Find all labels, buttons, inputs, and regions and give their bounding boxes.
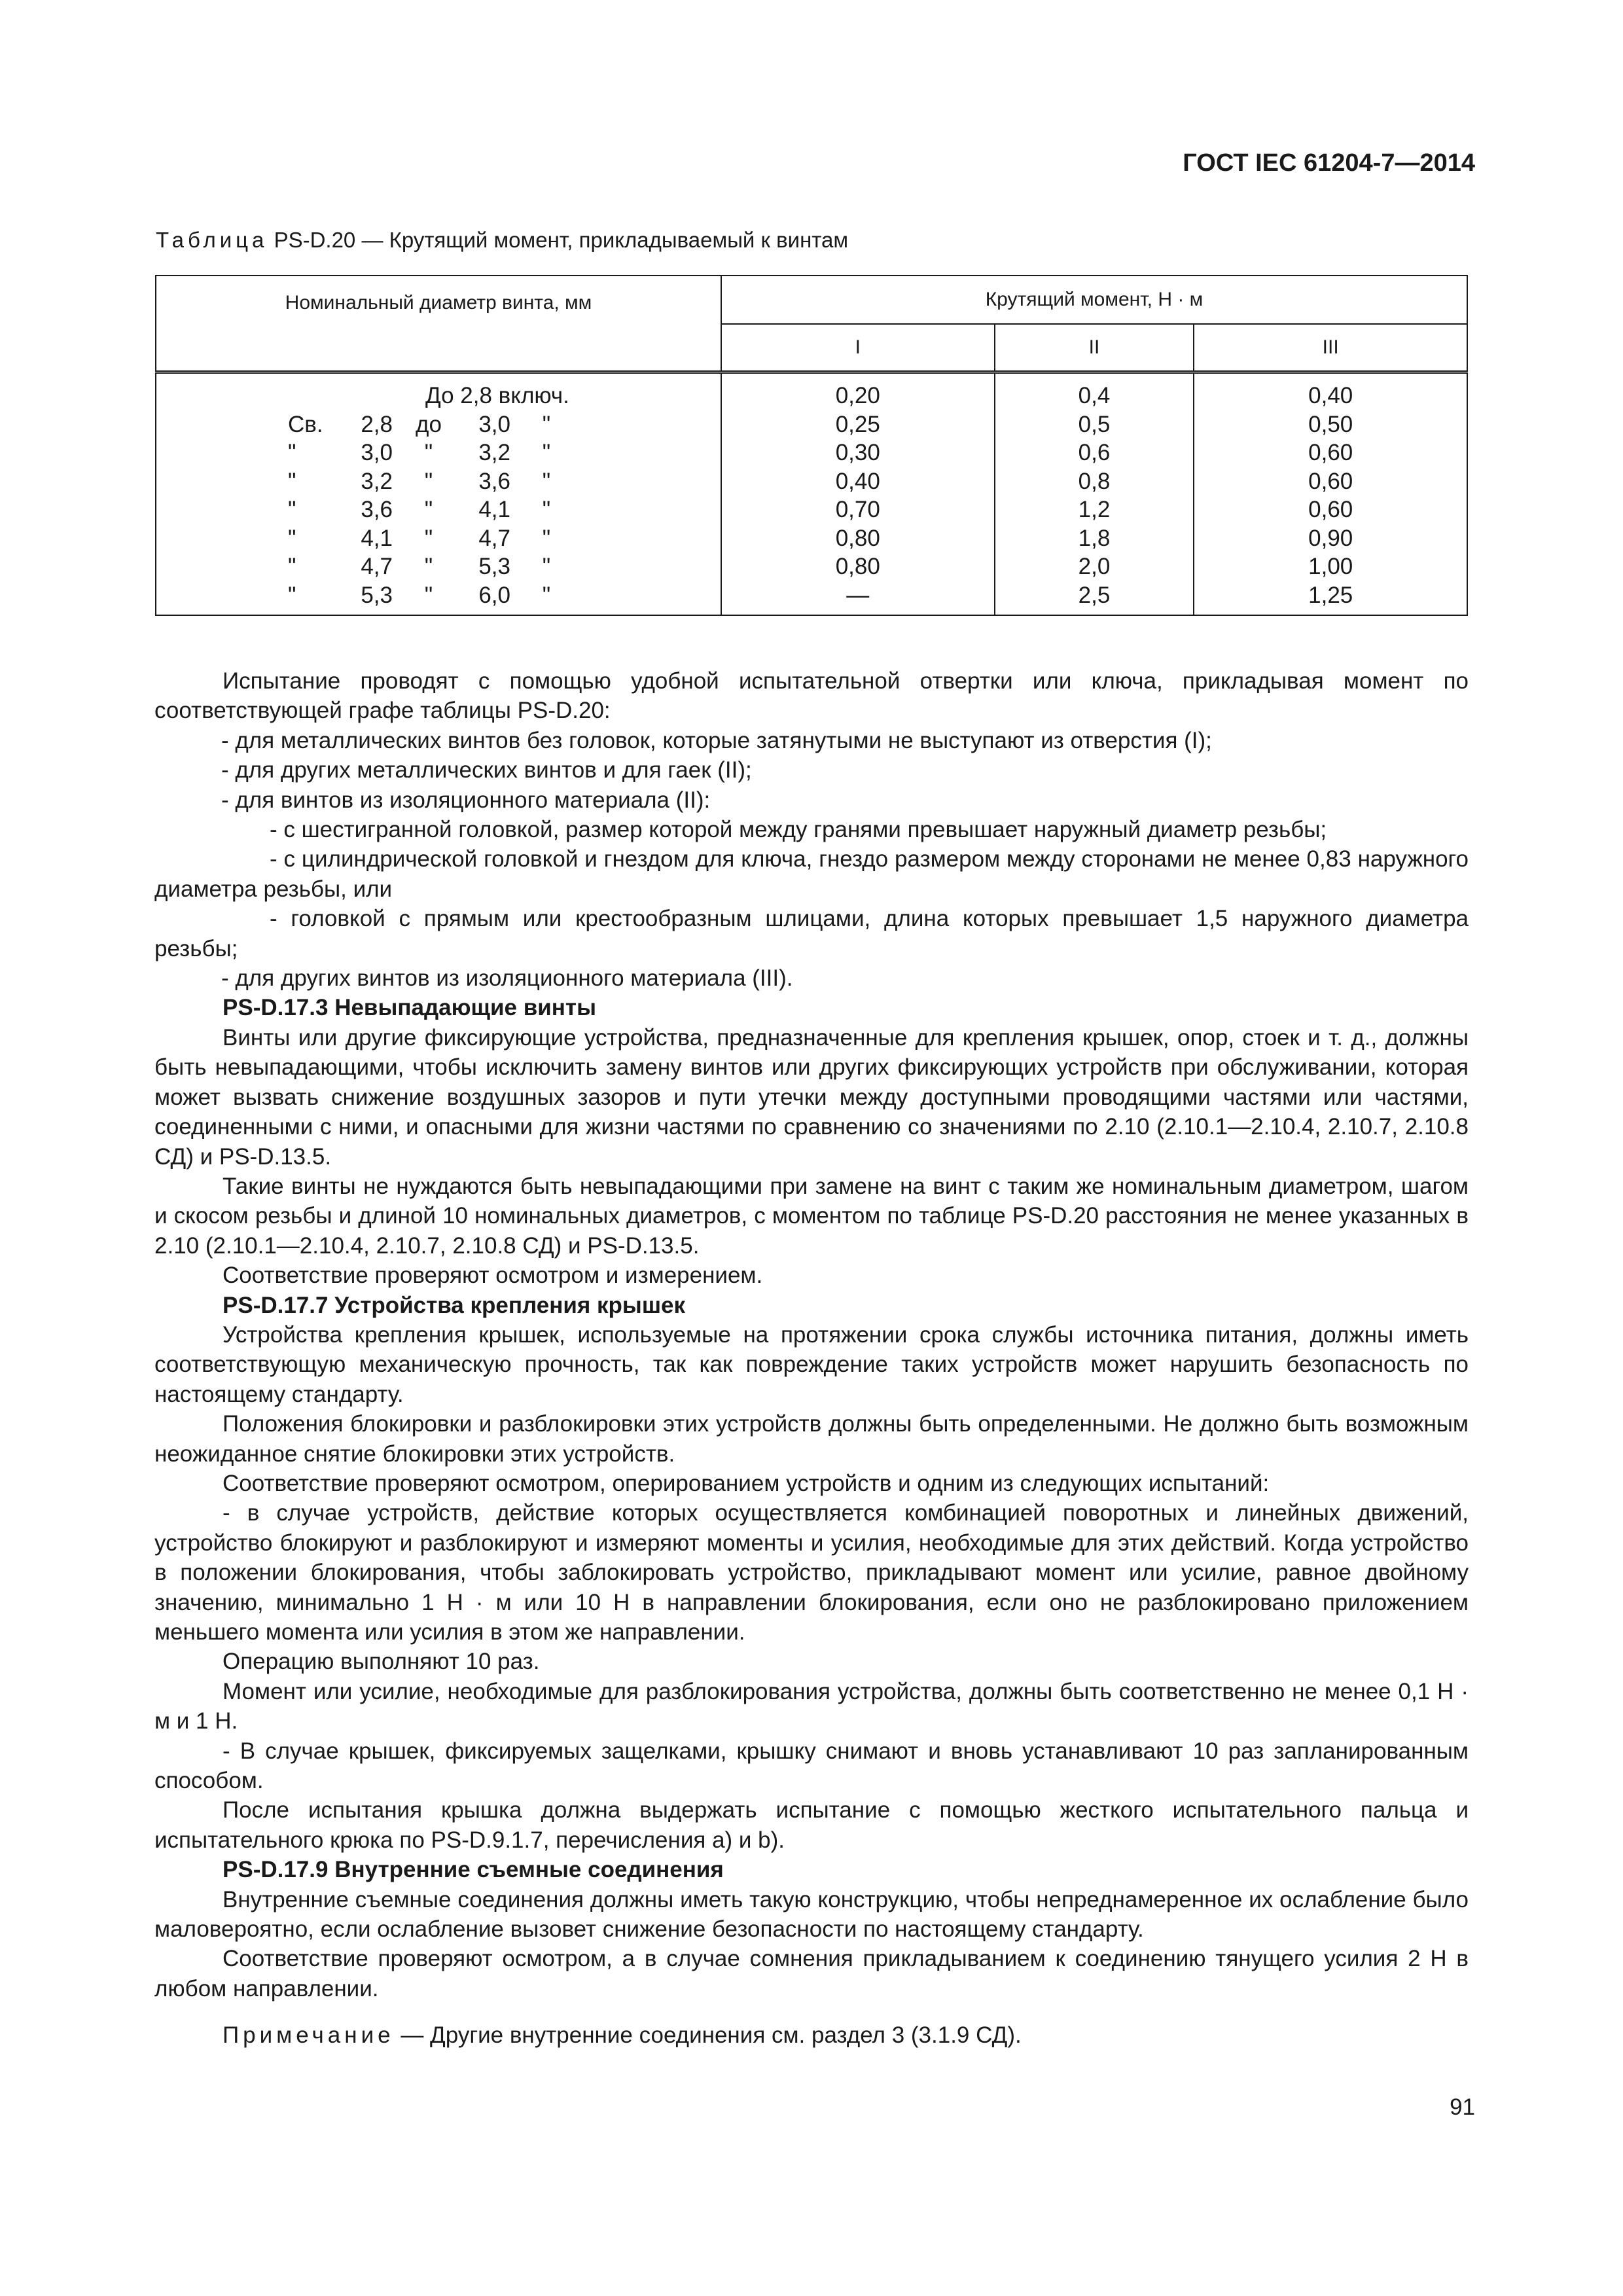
table-cell: 0,80	[835, 554, 880, 579]
paragraph: Положения блокировки и разблокировки этих устройств должны быть определенными. Не должно быть возможным неожиданное снятие блокировки этих устройств.	[154, 1411, 1469, 1467]
range-to: 3,2	[478, 440, 510, 465]
table-row	[288, 410, 582, 439]
header-col-ii: II	[995, 324, 1194, 372]
col-ii-values	[995, 372, 1194, 616]
table-row	[288, 439, 582, 467]
header-col-i: I	[721, 324, 995, 372]
table-cell: —	[846, 582, 870, 608]
paragraph: Устройства крепления крышек, используемые на протяжении срока службы источника питания, должны иметь соответствующую механическую прочность, так как повреждение таких устройств может нарушить безопасность по настоящему стандарту.	[154, 1321, 1469, 1407]
range-to: 5,3	[478, 554, 510, 579]
table-cell: 1,2	[1078, 497, 1111, 522]
section-heading: PS-D.17.3 Невыпадающие винты	[223, 995, 596, 1021]
header-torque: Крутящий момент, Н · м	[721, 276, 1467, 324]
list-item: - для металлических винтов без головок, которые затянутыми не выступают из отверстия (I);	[221, 727, 1212, 753]
sub-list-item: - с цилиндрической головкой и гнездом для ключа, гнездо размером между сторонами не менее 0,83 наружного диаметра резьбы, или	[154, 846, 1469, 902]
table-cell: 0,30	[835, 440, 880, 465]
diameter-ranges	[288, 410, 582, 610]
paragraph: Операцию выполняют 10 раз.	[223, 1649, 540, 1675]
range-to: 4,1	[478, 497, 510, 522]
section-heading: PS-D.17.9 Внутренние съемные соединения	[223, 1857, 724, 1883]
range-prefix: "	[288, 582, 296, 608]
table-cell: 0,60	[1308, 468, 1353, 494]
table-cell: 0,5	[1078, 411, 1111, 437]
note	[154, 2020, 1469, 2050]
table-cell: 0,20	[835, 383, 880, 408]
table-cell: 0,70	[835, 497, 880, 522]
range-from: 5,3	[361, 582, 393, 608]
list-item: - для других металлических винтов и для гаек (II);	[221, 757, 752, 783]
range-word: "	[424, 554, 433, 579]
range-from: 4,7	[361, 554, 393, 579]
paragraph: Винты или другие фиксирующие устройства, предназначенные для крепления крышек, опор, стоек и т. д., должны быть невыпадающими, чтобы исключить замену винтов или других фиксирующих устройств при обслуживании, которая может вызвать снижение воздушных зазоров и пути утечки между доступными проводящими частями или частями, соединенными с ними, и опасными для жизни частями по сравнению со значениями по 2.10 (2.10.1—2.10.4, 2.10.7, 2.10.8 СД) и PS-D.13.5.	[154, 1024, 1469, 1170]
range-word: "	[424, 440, 433, 465]
paragraph: Соответствие проверяют осмотром, а в случае сомнения прикладыванием к соединению тянущего усилия 2 Н в любом направлении.	[154, 1946, 1469, 2001]
range-prefix: "	[288, 440, 296, 465]
table-cell: 0,60	[1308, 497, 1353, 522]
paragraph: После испытания крышка должна выдержать испытание с помощью жесткого испытательного пальца и испытательного крюка по PS-D.9.1.7, перечисления а) и b).	[154, 1797, 1469, 1853]
table-cell: 0,50	[1308, 411, 1353, 437]
range-suffix: "	[542, 411, 551, 437]
range-to: 4,7	[478, 525, 510, 551]
range-suffix: "	[542, 582, 551, 608]
col-iii-values	[1194, 372, 1467, 616]
table-caption-label: Таблица	[156, 228, 268, 252]
range-from: 4,1	[361, 525, 393, 551]
table-cell: 2,0	[1078, 554, 1111, 579]
range-from: 3,0	[361, 440, 393, 465]
torque-table	[155, 275, 1468, 616]
col-i-values	[721, 372, 995, 616]
note-text: — Другие внутренние соединения см. раздел 3 (3.1.9 СД).	[401, 2022, 1022, 2049]
paragraph: Испытание проводят с помощью удобной испытательной отвертки или ключа, прикладывая момент по соответствующей графе таблицы PS-D.20:	[154, 668, 1469, 724]
table-cell: 1,8	[1078, 525, 1111, 551]
section-heading: PS-D.17.7 Устройства крепления крышек	[223, 1292, 685, 1318]
table-cell: 1,00	[1308, 554, 1353, 579]
body-text	[154, 666, 1469, 2051]
range-suffix: "	[542, 468, 551, 494]
table-row	[288, 552, 582, 581]
range-from: 3,6	[361, 497, 393, 522]
paragraph: Соответствие проверяют осмотром и измерением.	[223, 1263, 763, 1289]
table-cell: 1,25	[1308, 582, 1353, 608]
sub-list-item: - с шестигранной головкой, размер которой между гранями превышает наружный диаметр резьбы;	[270, 817, 1327, 843]
table-row	[288, 524, 582, 553]
header-diameter: Номинальный диаметр винта, мм	[156, 276, 721, 372]
table-cell: 0,80	[835, 525, 880, 551]
range-prefix: "	[288, 468, 296, 494]
diameter-first-row: До 2,8 включ.	[425, 383, 569, 408]
table-cell: 0,6	[1078, 440, 1111, 465]
paragraph: Внутренние съемные соединения должны иметь такую конструкцию, чтобы непреднамеренное их ослабление было маловероятно, если ослабление вызовет снижение безопасности по настоящему стандарту.	[154, 1886, 1469, 1943]
range-word: "	[424, 497, 433, 522]
paragraph: Момент или усилие, необходимые для разблокирования устройства, должны быть соответственно не менее 0,1 Н · м и 1 Н.	[154, 1678, 1469, 1734]
table-caption-text: PS-D.20 — Крутящий момент, прикладываемый к винтам	[274, 228, 849, 252]
table-row	[288, 467, 582, 496]
table-cell: 0,90	[1308, 525, 1353, 551]
table-cell: 0,60	[1308, 440, 1353, 465]
range-suffix: "	[542, 440, 551, 465]
range-word: до	[416, 411, 442, 437]
range-prefix: "	[288, 554, 296, 579]
note-label: Примечание	[223, 2022, 395, 2049]
diameter-cell	[156, 372, 721, 616]
paragraph: - В случае крышек, фиксируемых защелками, крышку снимают и вновь устанавливают 10 раз запланированным способом.	[154, 1738, 1469, 1794]
table-cell: 0,8	[1078, 468, 1111, 494]
table-caption	[156, 228, 848, 253]
range-from: 3,2	[361, 468, 393, 494]
range-suffix: "	[542, 497, 551, 522]
table-cell: 0,25	[835, 411, 880, 437]
range-to: 6,0	[478, 582, 510, 608]
paragraph: Соответствие проверяют осмотром, оперированием устройств и одним из следующих испытаний:	[223, 1470, 1270, 1496]
document-code: ГОСТ IEC 61204-7—2014	[1183, 149, 1475, 177]
table-row	[288, 495, 582, 524]
range-prefix: "	[288, 497, 296, 522]
table-cell: 0,40	[1308, 383, 1353, 408]
paragraph: - в случае устройств, действие которых осуществляется комбинацией поворотных и линейных движений, устройство блокируют и разблокируют и измеряют моменты и усилия, необходимые для этих действий. Когда устройство в положении блокирования, чтобы заблокировать устройство, прикладывают момент или усилие, равное двойному значению, минимально 1 Н · м или 10 Н в направлении блокирования, если оно не разблокировано приложением меньшего момента или усилия в этом же направлении.	[154, 1500, 1469, 1645]
header-col-iii: III	[1194, 324, 1467, 372]
table-row	[288, 581, 582, 610]
list-item: - для других винтов из изоляционного материала (III).	[221, 965, 793, 992]
sub-list-item: - головкой с прямым или крестообразным шлицами, длина которых превышает 1,5 наружного диаметра резьбы;	[154, 906, 1469, 961]
range-word: "	[424, 468, 433, 494]
list-item: - для винтов из изоляционного материала (II):	[221, 787, 711, 813]
range-to: 3,0	[478, 411, 510, 437]
table-cell: 0,40	[835, 468, 880, 494]
range-word: "	[424, 582, 433, 608]
range-prefix: "	[288, 525, 296, 551]
range-word: "	[424, 525, 433, 551]
paragraph: Такие винты не нуждаются быть невыпадающими при замене на винт с таким же номинальным диаметром, шагом и скосом резьбы и длиной 10 номинальных диаметров, с моментом по таблице PS-D.20 расстояния не менее указанных в 2.10 (2.10.1—2.10.4, 2.10.7, 2.10.8 СД) и PS-D.13.5.	[154, 1173, 1469, 1259]
page-number: 91	[1450, 2094, 1475, 2120]
table-cell: 0,4	[1078, 383, 1111, 408]
range-from: 2,8	[361, 411, 393, 437]
table-cell: 2,5	[1078, 582, 1111, 608]
range-prefix: Св.	[288, 411, 323, 437]
range-suffix: "	[542, 554, 551, 579]
range-suffix: "	[542, 525, 551, 551]
range-to: 3,6	[478, 468, 510, 494]
